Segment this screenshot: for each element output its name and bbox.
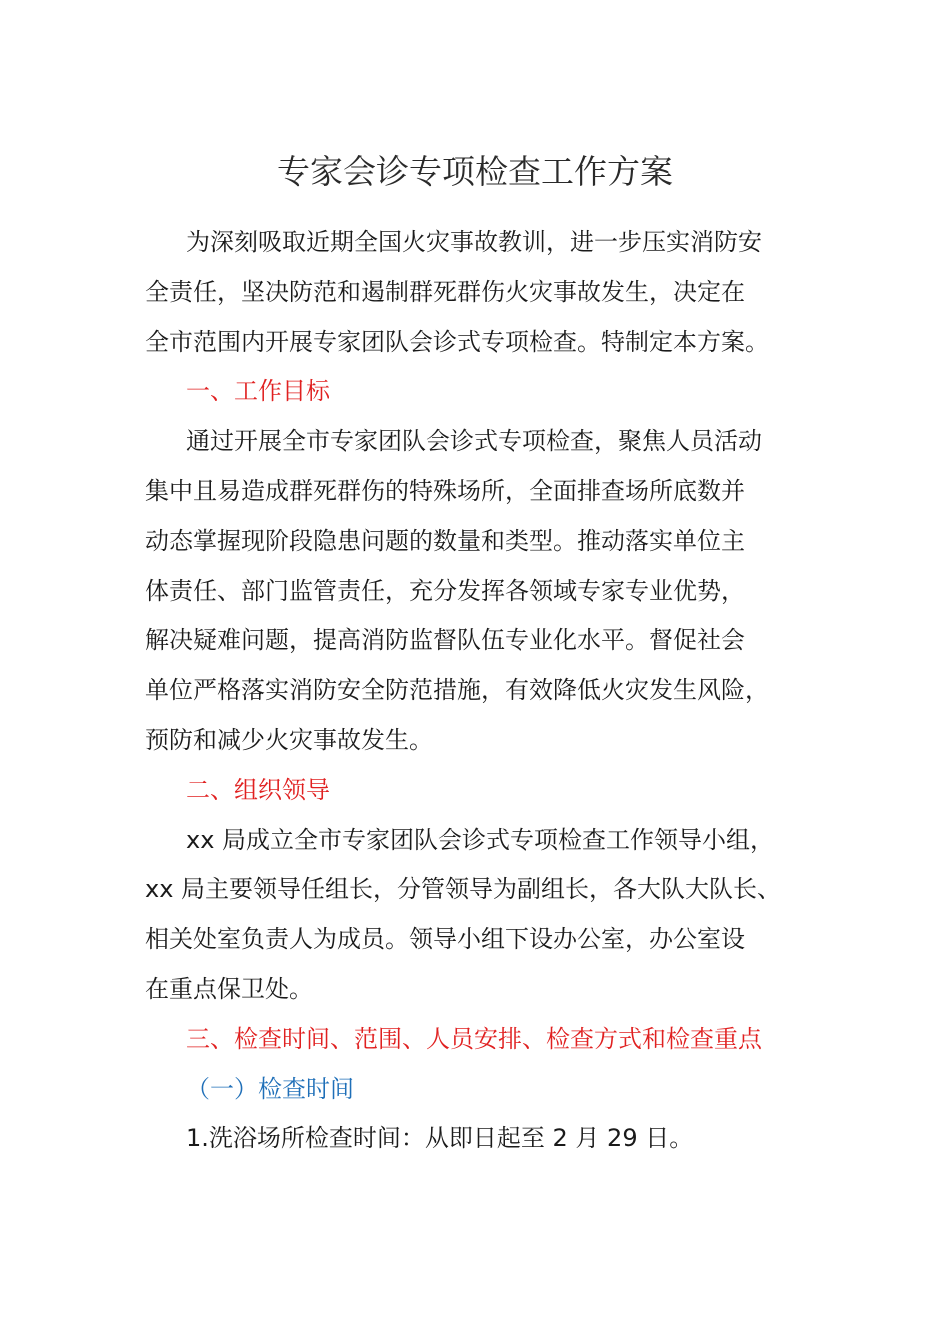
leadership-paragraph (145, 816, 805, 1015)
goals-line: 动态掌握现阶段隐患问题的数量和类型。推动落实单位主 (145, 526, 745, 555)
intro-paragraph (145, 218, 805, 367)
document-body (145, 218, 805, 1164)
leadership-line: xx 局主要领导任组长，分管领导为副组长，各大队大队长、 (145, 875, 782, 904)
goals-line: 预防和减少火灾事故发生。 (145, 725, 433, 754)
goals-line: 通过开展全市专家团队会诊式专项检查，聚焦人员活动 (186, 427, 762, 456)
intro-line: 全责任，坚决防范和遏制群死群伤火灾事故发生，决定在 (145, 277, 745, 306)
leadership-line: 相关处室负责人为成员。领导小组下设办公室，办公室设 (145, 925, 745, 954)
goals-line: 单位严格落实消防安全防范措施，有效降低火灾发生风险， (145, 676, 769, 705)
document-title: 专家会诊专项检查工作方案 (277, 152, 673, 191)
goals-line: 解决疑难问题，提高消防监督队伍专业化水平。督促社会 (145, 626, 745, 655)
goals-line: 集中且易造成群死群伤的特殊场所，全面排查场所底数并 (145, 476, 745, 505)
intro-line: 全市范围内开展专家团队会诊式专项检查。特制定本方案。 (145, 327, 769, 356)
section-heading-goals: 一、工作目标 (186, 377, 330, 406)
leadership-line: xx 局成立全市专家团队会诊式专项检查工作领导小组， (186, 825, 775, 854)
inspection-time-item: 1.洗浴场所检查时间：从即日起至 2 月 29 日。 (186, 1124, 694, 1153)
leadership-line: 在重点保卫处。 (145, 974, 313, 1003)
goals-line: 体责任、部门监管责任，充分发挥各领域专家专业优势， (145, 576, 745, 605)
subheading-inspection-time: （一）检查时间 (186, 1074, 354, 1103)
section-heading-leadership: 二、组织领导 (186, 775, 330, 804)
goals-paragraph (145, 417, 805, 766)
section-heading-inspection: 三、检查时间、范围、人员安排、检查方式和检查重点 (186, 1024, 762, 1053)
intro-line: 为深刻吸取近期全国火灾事故教训，进一步压实消防安 (186, 228, 762, 256)
